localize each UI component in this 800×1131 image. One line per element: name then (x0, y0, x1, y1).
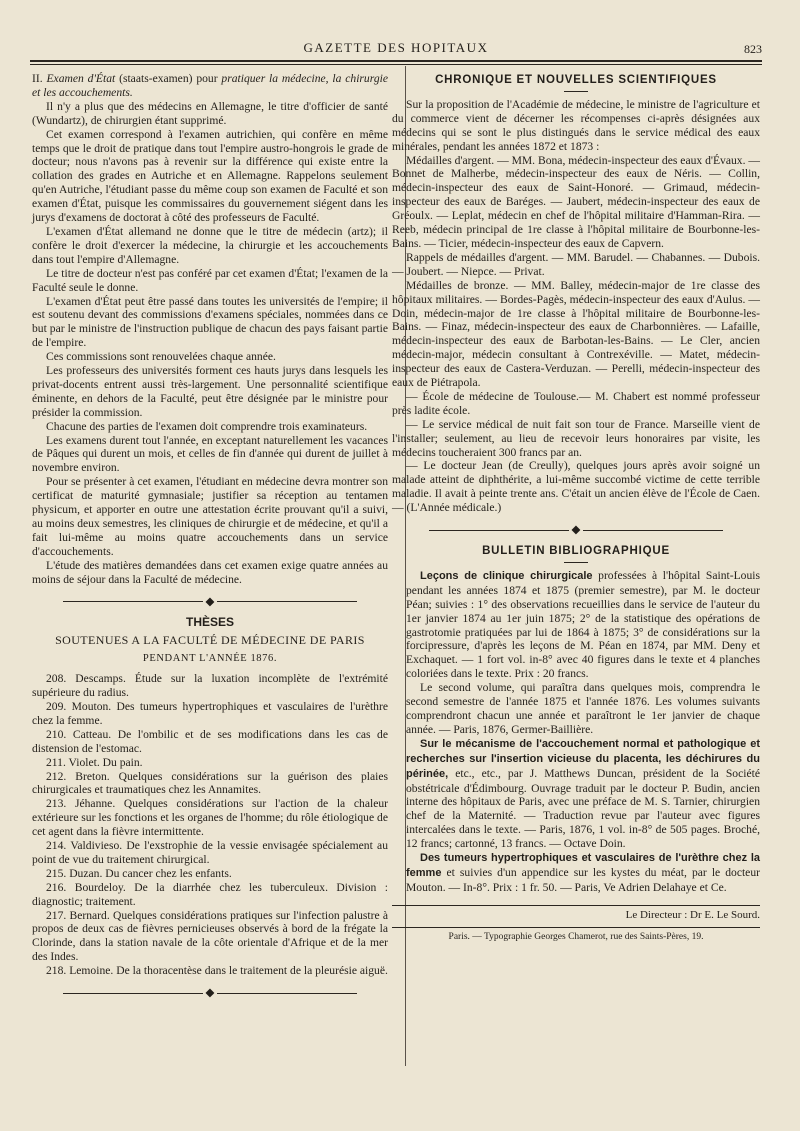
left-column (32, 72, 388, 1008)
chronique-body (392, 98, 760, 515)
short-rule (564, 91, 588, 92)
printer-line: Paris. — Typographie Georges Chamerot, rue des Saints-Pères, 19. (392, 927, 760, 945)
ornament-divider: ◆ (32, 595, 388, 609)
header-rule (30, 60, 762, 62)
bibliography-entry (392, 851, 760, 895)
news-paragraph: Rappels de médailles d'argent. — MM. Barudel. — Chabannes. — Dubois. — Joubert. — Niepce. — Privat. (392, 250, 760, 278)
ornament-divider-right: ◆ (392, 523, 760, 537)
bibliography-body: etc., etc., par J. Matthews Duncan, président de la Société obstétricale d'Édimbourg. Ouvrage traduit par le docteur P. Budin, ancien interne des hôpitaux de Paris, avec une préface de M. S. Tarnier, chirurgien chef de la Maternité. — Traduction revue par l'auteur avec figures intercalées dans le texte. — Paris, 1876, 1 vol. in-8° de 505 pages. Broché, 12 francs; cartonné, 13 francs. — Octave Doin. (406, 766, 760, 851)
short-rule-bulletin (564, 562, 588, 563)
thesis-item: 213. Jéhanne. Quelques considérations sur l'action de la chaleur extérieure sur les fonctions et les organes de l'homme; du rôle étiologique de cet agent dans la fièvre intermittente. (32, 797, 388, 839)
intro-mid: (staats-examen) pour (115, 72, 222, 85)
thesis-item: 212. Breton. Quelques considérations sur la guérison des plaies chirurgicales et traumatiques chez les Annamites. (32, 769, 388, 797)
right-column (392, 72, 760, 945)
paragraph: Les examens durent tout l'année, en exceptant naturellement les vacances de Pâques qui durent un mois, et celles de fin d'année qui durent de juillet à novembre environ. (32, 433, 388, 475)
thesis-item: 208. Descamps. Étude sur la luxation incomplète de l'extrémité supérieure du radius. (32, 672, 388, 700)
intro-label: II. (32, 72, 43, 85)
bibliography-continuation: Le second volume, qui paraîtra dans quelques mois, comprendra le second semestre de l'année 1875 et l'année 1876. Les volumes suivants comprendront chacun une année et paraîtront le 1er janvier de chaque année. — Paris, 1876, Germer-Baillière. (406, 681, 760, 736)
news-paragraph: Médailles de bronze. — MM. Balley, médecin-major de 1re classe des hôpitaux militaires. — Bordes-Pagès, médecin-inspecteur des eaux d'Aulus. — Doin, médecin-major de 1re classe à l'hôpital militaire de Bourbonne-les-Bains. — Finaz, médecin-inspecteur des eaux de Charbonnières. — Lafaille, médecin-inspecteur des eaux de Barbotan-les-Bains. — Le Cler, ancien médecin-major, médecin consultant à Contrexéville. — Matet, médecin-inspecteur des eaux de Castera-Verduzan. — Perelli, médecin-inspecteur des eaux de Piétrapola. (392, 278, 760, 390)
bibliography-heading: Sur le mécanisme de l'accouchement normal et pathologique et recherches sur l'insertion vicieuse du placenta, les déchirures du périnée, (406, 737, 760, 780)
article-body (32, 100, 388, 587)
chronique-title: CHRONIQUE ET NOUVELLES SCIENTIFIQUES (435, 74, 717, 86)
paragraph: Il n'y a plus que des médecins en Allemagne, le titre d'officier de santé (Wundartz), de chirurgien étant supprimé. (32, 99, 388, 127)
paragraph: Ces commissions sont renouvelées chaque année. (46, 350, 276, 364)
header-rule-thin (30, 64, 762, 65)
paragraph: L'examen d'État allemand ne donne que le titre de médecin (artz); il confère le droit d'exercer la médecine, la chirurgie et les accouchements dans tout l'empire d'Allemagne. (32, 224, 388, 266)
director-line: Le Directeur : Dr E. Le Sourd. (392, 905, 760, 923)
journal-title: GAZETTE DES HOPITAUX (303, 40, 489, 55)
bibliography-heading: Leçons de clinique chirurgicale (420, 569, 593, 582)
thesis-item: 209. Mouton. Des tumeurs hypertrophiques et vasculaires de l'urèthre chez la femme. (32, 699, 388, 727)
thesis-item: 214. Valdivieso. De l'exstrophie de la vessie envisagée spécialement au point de vue du traitement chirurgical. (32, 839, 388, 866)
thesis-item: 210. Catteau. De l'ombilic et de ses modifications dans les cas de distension de l'estomac. (32, 727, 388, 755)
theses-subtitle: SOUTENUES A LA FACULTÉ DE MÉDECINE DE PARIS (55, 633, 365, 648)
bulletin-list (392, 569, 760, 895)
bulletin-title: BULLETIN BIBLIOGRAPHIQUE (482, 545, 670, 557)
intro-italic2: pratiquer la médecine, la chirurgie et les accouchements. (32, 72, 388, 99)
intro-italic: Examen d'État (46, 72, 116, 85)
news-paragraph: — École de médecine de Toulouse.— M. Chabert est nommé professeur près ladite école. (392, 389, 760, 417)
thesis-item: 216. Bourdeloy. De la diarrhée chez les tuberculeux. Division : diagnostic; traitement. (32, 880, 388, 908)
theses-list (32, 672, 388, 978)
page-number: 823 (744, 42, 762, 56)
paragraph: Pour se présenter à cet examen, l'étudiant en médecine devra montrer son certificat de maturité gymnasiale; justifier sa réception au tentamen physicum, et apporter en outre une attestation écrite prouvant qu'il a suivi, au moins deux semestres, les cliniques de chirurgie et de médecine, et qu'il a fait lui-même au moins quatre accouchements dans un service d'accouchements. (32, 475, 388, 558)
theses-title: THÈSES (185, 615, 234, 630)
bibliography-entry (392, 737, 760, 851)
bibliography-body: et suivies d'un appendice sur les kystes du méat, par le docteur Mouton. — In-8°. Prix : 1 fr. 50. — Paris, Ve Adrien Delahaye et Ce. (406, 865, 760, 894)
paragraph: Chacune des parties de l'examen doit comprendre trois examinateurs. (46, 419, 368, 433)
paragraph: L'examen d'État peut être passé dans toutes les universités de l'empire; il est soutenu devant des commissions d'examens spéciales, nommées dans ce but par le ministre de l'instruction publique de chacun des pays faisant partie de l'empire. (32, 294, 388, 350)
ornament-divider-end: ◆ (32, 986, 388, 1000)
thesis-item: 211. Violet. Du pain. (46, 755, 143, 769)
thesis-item: 218. Lemoine. De la thoracentèse dans le traitement de la pleurésie aiguë. (46, 964, 388, 978)
paragraph: L'étude des matières demandées dans cet examen exige quatre années au moins de séjour dans la Faculté de médecine. (32, 558, 388, 586)
section-intro (32, 72, 388, 100)
paragraph: Le titre de docteur n'est pas conféré par cet examen d'État; l'examen de la Faculté seule le donne. (32, 266, 388, 294)
bibliography-heading: Des tumeurs hypertrophiques et vasculaires de l'urèthre chez la femme (406, 852, 760, 879)
paragraph: Cet examen correspond à l'examen autrichien, qui confère en même temps que le droit de pratique dans tout l'empire austro-hongrois le grade de docteur; nous n'avons pas à revenir sur la différence qui existe entre la collation des grades en Autriche et en Allemagne. Rappelons seulement qu'en Autriche, l'étudiant passe du même coup son examen de Faculté et son examen d'État, puisque les commissaires du gouvernement siégent dans les jurys d'examens de doctorat à côté des professeurs de Faculté. (32, 127, 388, 225)
thesis-item: 215. Duzan. Du cancer chez les enfants. (46, 866, 232, 880)
paragraph: Les professeurs des universités forment ces hauts jurys dans lesquels les privat-docents entrent aussi très-largement. Une personnalité scientifique éminente, en dehors de la Faculté, peut être désignée par le ministre pour présider la commission. (32, 364, 388, 419)
thesis-item: 217. Bernard. Quelques considérations pratiques sur l'infection palustre à propos de deux cas de fièvres pernicieuses observés à bord de la frégate la Clorinde, dans la station navale de la côte orientale d'Afrique et de la mer des Indes. (32, 908, 388, 964)
news-paragraph: Sur la proposition de l'Académie de médecine, le ministre de l'agriculture et du commerce vient de décerner les récompenses ci-après désignées aux médecins qui se sont le plus distingués dans le service médical des eaux minérales, pendant les années 1872 et 1873 : (392, 97, 760, 153)
news-paragraph: — Le service médical de nuit fait son tour de France. Marseille vient de l'installer; seulement, au lieu de recevoir leurs honoraires par visite, les médecins toucheraient 300 francs par an. (392, 417, 760, 459)
news-paragraph: Médailles d'argent. — MM. Bona, médecin-inspecteur des eaux d'Évaux. — Bonnet de Malherbe, médecin-inspecteur des eaux de Néris. — Collin, médecin-inspecteur des eaux de Saint-Honoré. — Grimaud, médecin-inspecteur des eaux de Baréges. — Jaubert, médecin-inspecteur des eaux de Gréoulx. — Leplat, médecin en chef de l'hôpital militaire d'Hamman-Rira. — Reeb, médecin principal de 1re classe à l'hôpital militaire de Bourbonne-les-Bains. — Ticier, médecin-inspecteur des eaux de Capvern. (392, 153, 760, 250)
theses-period: PENDANT L'ANNÉE 1876. (142, 653, 278, 665)
bibliography-body: professées à l'hôpital Saint-Louis pendant les années 1874 et 1875 (premier semestre), par M. le docteur Péan; suivies : 1° des observations recueillies dans le service de l'auteur du 1er janvier 1874 au 1er juin 1875; 2° de la statistique des opérations de gastrotomie pratiquées par lui de 1864 à 1875; 3° de considérations sur la forcipressure, d'après les leçons de M. Péan en 1874, par MM. Deny et Exchaquet. — 1 fort vol. in-8° avec 40 figures dans le texte et 4 planches coloriées dans le texte. Prix : 20 francs. (406, 568, 760, 681)
page-header (30, 40, 762, 60)
news-paragraph: — Le docteur Jean (de Creully), quelques jours après avoir soigné un malade atteint de diphthérite, a lui-même succombé victime de cette terrible maladie. Il avait à peinte trente ans. C'était un ancien élève de l'École de Caen. — (L'Année médicale.) (392, 459, 760, 515)
bibliography-entry (392, 569, 760, 681)
